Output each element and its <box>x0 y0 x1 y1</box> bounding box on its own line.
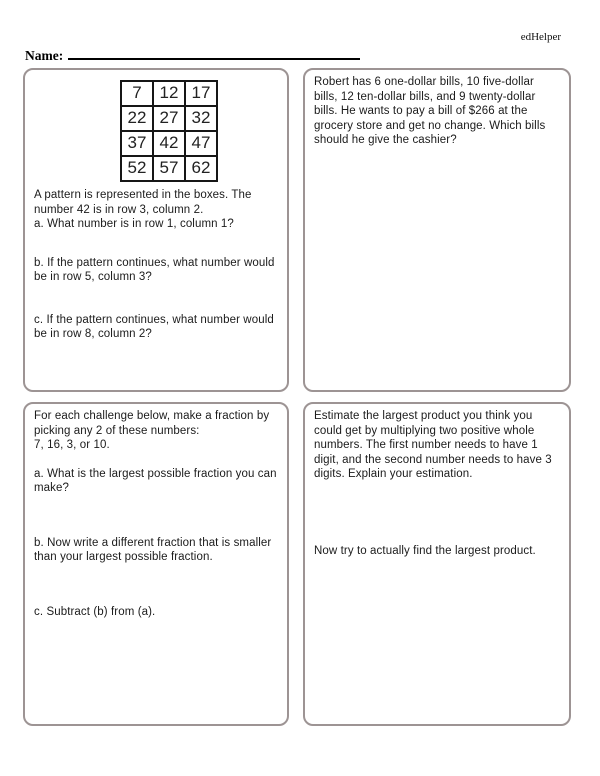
grid-row <box>121 131 217 156</box>
brand-logo: edHelper <box>520 31 561 43</box>
fraction-question-a: a. What is the largest possible fraction you can make? <box>34 467 277 494</box>
money-problem-text: Robert has 6 one-dollar bills, 10 five-dollar bills, 12 ten-dollar bills, and 9 twenty-dollar bills. He wants to pay a bill of $266 at the grocery store and get no change. Which bills should he give the cashier? <box>314 76 546 146</box>
estimation-followup-text: Now try to actually find the largest product. <box>314 544 536 557</box>
estimation-problem-text: Estimate the largest product you think you could get by multiplying two positive whole numbers. The first number needs to have 1 digit, and the second number needs to have 3 digits. Explain your estimation. <box>314 410 552 480</box>
grid-row <box>121 81 217 106</box>
money-problem-box <box>303 68 571 392</box>
grid-cell: 42 <box>153 131 185 156</box>
pattern-question-b: b. If the pattern continues, what number would be in row 5, column 3? <box>34 256 275 283</box>
name-row <box>25 46 360 64</box>
grid-cell: 52 <box>121 156 153 181</box>
fraction-question-c: c. Subtract (b) from (a). <box>34 605 156 618</box>
fraction-challenge-box <box>23 402 289 726</box>
grid-cell: 57 <box>153 156 185 181</box>
name-label: Name: <box>25 48 64 63</box>
fraction-intro-text: For each challenge below, make a fraction by picking any 2 of these numbers: <box>34 410 270 437</box>
pattern-question-c: c. If the pattern continues, what number would be in row 8, column 2? <box>34 313 274 340</box>
fraction-numbers-list: 7, 16, 3, or 10. <box>34 439 110 451</box>
estimation-problem-box <box>303 402 571 726</box>
grid-cell: 47 <box>185 131 217 156</box>
grid-cell: 7 <box>121 81 153 106</box>
grid-cell: 17 <box>185 81 217 106</box>
grid-cell: 32 <box>185 106 217 131</box>
grid-cell: 12 <box>153 81 185 106</box>
pattern-question-a: a. What number is in row 1, column 1? <box>34 218 234 230</box>
pattern-problem-box <box>23 68 289 392</box>
grid-cell: 62 <box>185 156 217 181</box>
grid-cell: 22 <box>121 106 153 131</box>
grid-row <box>121 106 217 131</box>
number-pattern-grid <box>120 80 218 182</box>
grid-cell: 37 <box>121 131 153 156</box>
pattern-intro-text: A pattern is represented in the boxes. The number 42 is in row 3, column 2. <box>34 189 252 216</box>
grid-row <box>121 156 217 181</box>
grid-cell: 27 <box>153 106 185 131</box>
name-blank-line <box>68 46 360 60</box>
fraction-question-b: b. Now write a different fraction that is smaller than your largest possible fraction. <box>34 536 272 563</box>
